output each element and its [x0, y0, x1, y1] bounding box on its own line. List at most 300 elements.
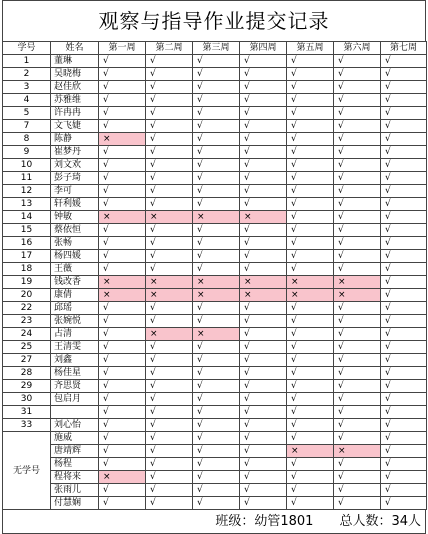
week-cell-submitted: √ [193, 263, 240, 276]
week-cell-submitted: √ [193, 133, 240, 146]
record-table-body [3, 55, 427, 510]
week-cell-submitted: √ [99, 263, 146, 276]
week-cell-submitted: √ [99, 354, 146, 367]
week-cell-submitted: √ [99, 172, 146, 185]
week-cell-submitted: √ [334, 107, 381, 120]
week-cell-submitted: √ [146, 81, 193, 94]
week-cell-submitted: √ [334, 146, 381, 159]
table-row [3, 185, 427, 198]
week-cell-submitted: √ [99, 250, 146, 263]
week-cell-missing: × [99, 289, 146, 302]
table-row [3, 471, 427, 484]
student-id: 5 [3, 107, 51, 120]
table-row [3, 276, 427, 289]
record-sheet [2, 0, 426, 534]
week-cell-submitted: √ [146, 263, 193, 276]
week-cell-submitted: √ [146, 68, 193, 81]
week-cell-submitted: √ [381, 341, 427, 354]
week-cell-submitted: √ [99, 341, 146, 354]
table-row [3, 68, 427, 81]
week-cell-submitted: √ [381, 211, 427, 224]
week-cell-submitted: √ [334, 471, 381, 484]
week-cell-submitted: √ [381, 172, 427, 185]
week-cell-submitted: √ [193, 302, 240, 315]
week-cell-missing: × [240, 276, 287, 289]
week-cell-submitted: √ [381, 198, 427, 211]
table-row [3, 458, 427, 471]
week-cell-submitted: √ [99, 406, 146, 419]
student-id: 15 [3, 224, 51, 237]
week-cell-submitted: √ [146, 224, 193, 237]
total-count-label: 总人数：34人 [339, 514, 421, 529]
table-row [3, 328, 427, 341]
week-cell-submitted: √ [287, 211, 334, 224]
week-cell-submitted: √ [381, 367, 427, 380]
week-cell-submitted: √ [334, 497, 381, 510]
student-id: 23 [3, 315, 51, 328]
week-cell-submitted: √ [146, 380, 193, 393]
week-cell-submitted: √ [240, 68, 287, 81]
student-name: 刘鑫 [51, 354, 99, 367]
week-cell-submitted: √ [287, 198, 334, 211]
table-row [3, 211, 427, 224]
week-cell-submitted: √ [381, 224, 427, 237]
col-header-week-6: 第六周 [334, 42, 381, 55]
student-name: 钟敏 [51, 211, 99, 224]
week-cell-submitted: √ [146, 133, 193, 146]
week-cell-submitted: √ [146, 354, 193, 367]
week-cell-submitted: √ [240, 406, 287, 419]
student-name: 文飞婕 [51, 120, 99, 133]
week-cell-submitted: √ [334, 380, 381, 393]
week-cell-submitted: √ [146, 458, 193, 471]
week-cell-submitted: √ [193, 81, 240, 94]
week-cell-submitted: √ [381, 315, 427, 328]
week-cell-submitted: √ [381, 458, 427, 471]
week-cell-submitted: √ [334, 55, 381, 68]
student-id: 8 [3, 133, 51, 146]
table-row [3, 224, 427, 237]
week-cell-submitted: √ [287, 380, 334, 393]
week-cell-submitted: √ [287, 94, 334, 107]
week-cell-submitted: √ [146, 419, 193, 432]
student-name: 杨四媛 [51, 250, 99, 263]
week-cell-submitted: √ [240, 432, 287, 445]
student-name: 董琳 [51, 55, 99, 68]
col-header-week-2: 第二周 [146, 42, 193, 55]
week-cell-submitted: √ [99, 497, 146, 510]
week-cell-submitted: √ [287, 68, 334, 81]
week-cell-submitted: √ [240, 198, 287, 211]
week-cell-submitted: √ [381, 289, 427, 302]
week-cell-submitted: √ [146, 250, 193, 263]
week-cell-submitted: √ [146, 406, 193, 419]
week-cell-submitted: √ [381, 55, 427, 68]
week-cell-missing: × [146, 276, 193, 289]
week-cell-submitted: √ [287, 432, 334, 445]
week-cell-submitted: √ [334, 159, 381, 172]
week-cell-submitted: √ [287, 172, 334, 185]
week-cell-submitted: √ [334, 406, 381, 419]
student-id: 24 [3, 328, 51, 341]
week-cell-submitted: √ [146, 94, 193, 107]
week-cell-submitted: √ [381, 419, 427, 432]
week-cell-submitted: √ [193, 94, 240, 107]
sheet-title: 观察与指导作业提交记录 [2, 0, 426, 41]
student-id: 28 [3, 367, 51, 380]
week-cell-submitted: √ [240, 315, 287, 328]
week-cell-submitted: √ [99, 94, 146, 107]
week-cell-submitted: √ [99, 393, 146, 406]
week-cell-submitted: √ [381, 380, 427, 393]
week-cell-submitted: √ [381, 276, 427, 289]
week-cell-submitted: √ [240, 445, 287, 458]
col-header-week-3: 第三周 [193, 42, 240, 55]
week-cell-submitted: √ [240, 302, 287, 315]
week-cell-submitted: √ [287, 341, 334, 354]
week-cell-submitted: √ [287, 484, 334, 497]
week-cell-submitted: √ [334, 315, 381, 328]
week-cell-submitted: √ [146, 159, 193, 172]
week-cell-submitted: √ [240, 484, 287, 497]
week-cell-submitted: √ [287, 419, 334, 432]
table-row [3, 393, 427, 406]
week-cell-submitted: √ [146, 367, 193, 380]
week-cell-submitted: √ [240, 185, 287, 198]
week-cell-missing: × [334, 445, 381, 458]
week-cell-submitted: √ [146, 471, 193, 484]
week-cell-submitted: √ [193, 471, 240, 484]
week-cell-submitted: √ [193, 432, 240, 445]
student-name: 蔡依恒 [51, 224, 99, 237]
week-cell-submitted: √ [334, 250, 381, 263]
week-cell-submitted: √ [334, 263, 381, 276]
week-cell-submitted: √ [287, 354, 334, 367]
week-cell-submitted: √ [99, 81, 146, 94]
week-cell-submitted: √ [193, 341, 240, 354]
week-cell-submitted: √ [381, 432, 427, 445]
week-cell-submitted: √ [287, 367, 334, 380]
table-row [3, 432, 427, 445]
week-cell-submitted: √ [287, 393, 334, 406]
week-cell-submitted: √ [99, 237, 146, 250]
week-cell-submitted: √ [240, 341, 287, 354]
week-cell-missing: × [146, 211, 193, 224]
no-id-group-label: 无学号 [3, 432, 51, 510]
student-name [51, 406, 99, 419]
col-header-week-1: 第一周 [99, 42, 146, 55]
week-cell-submitted: √ [381, 354, 427, 367]
week-cell-submitted: √ [146, 341, 193, 354]
week-cell-submitted: √ [287, 81, 334, 94]
week-cell-submitted: √ [334, 133, 381, 146]
week-cell-submitted: √ [193, 445, 240, 458]
student-name: 李可 [51, 185, 99, 198]
week-cell-submitted: √ [287, 471, 334, 484]
student-name: 邱瑶 [51, 302, 99, 315]
week-cell-submitted: √ [99, 146, 146, 159]
week-cell-submitted: √ [381, 484, 427, 497]
student-name: 包启月 [51, 393, 99, 406]
week-cell-submitted: √ [99, 419, 146, 432]
student-id: 3 [3, 81, 51, 94]
student-name: 苏雅维 [51, 94, 99, 107]
week-cell-submitted: √ [334, 237, 381, 250]
week-cell-submitted: √ [99, 302, 146, 315]
week-cell-submitted: √ [381, 406, 427, 419]
week-cell-submitted: √ [146, 120, 193, 133]
week-cell-submitted: √ [193, 367, 240, 380]
col-header-name: 姓名 [51, 42, 99, 55]
week-cell-submitted: √ [193, 55, 240, 68]
week-cell-missing: × [99, 211, 146, 224]
week-cell-submitted: √ [287, 55, 334, 68]
week-cell-submitted: √ [193, 159, 240, 172]
week-cell-submitted: √ [240, 55, 287, 68]
col-header-week-7: 第七周 [381, 42, 427, 55]
week-cell-missing: × [99, 276, 146, 289]
week-cell-submitted: √ [287, 497, 334, 510]
week-cell-submitted: √ [381, 328, 427, 341]
week-cell-submitted: √ [287, 263, 334, 276]
student-name: 钱改香 [51, 276, 99, 289]
week-cell-submitted: √ [99, 458, 146, 471]
week-cell-submitted: √ [287, 237, 334, 250]
table-row [3, 302, 427, 315]
week-cell-submitted: √ [240, 263, 287, 276]
student-id: 20 [3, 289, 51, 302]
week-cell-submitted: √ [99, 159, 146, 172]
week-cell-submitted: √ [99, 315, 146, 328]
student-name: 王薇 [51, 263, 99, 276]
week-cell-submitted: √ [146, 484, 193, 497]
week-cell-missing: × [146, 328, 193, 341]
week-cell-submitted: √ [99, 198, 146, 211]
student-name: 康倩 [51, 289, 99, 302]
week-cell-submitted: √ [334, 328, 381, 341]
table-row [3, 146, 427, 159]
week-cell-submitted: √ [193, 120, 240, 133]
week-cell-submitted: √ [287, 185, 334, 198]
week-cell-submitted: √ [240, 146, 287, 159]
week-cell-submitted: √ [381, 146, 427, 159]
week-cell-submitted: √ [193, 237, 240, 250]
week-cell-submitted: √ [99, 484, 146, 497]
week-cell-submitted: √ [99, 224, 146, 237]
week-cell-submitted: √ [381, 263, 427, 276]
week-cell-submitted: √ [146, 497, 193, 510]
table-row [3, 289, 427, 302]
week-cell-submitted: √ [193, 315, 240, 328]
week-cell-submitted: √ [99, 68, 146, 81]
week-cell-submitted: √ [99, 55, 146, 68]
week-cell-submitted: √ [146, 315, 193, 328]
student-id: 27 [3, 354, 51, 367]
table-row [3, 341, 427, 354]
week-cell-submitted: √ [381, 107, 427, 120]
student-id: 12 [3, 185, 51, 198]
week-cell-submitted: √ [287, 328, 334, 341]
student-name: 张畅 [51, 237, 99, 250]
col-header-id: 学号 [3, 42, 51, 55]
record-table [2, 41, 427, 510]
week-cell-submitted: √ [381, 133, 427, 146]
week-cell-submitted: √ [99, 445, 146, 458]
col-header-week-5: 第五周 [287, 42, 334, 55]
week-cell-submitted: √ [146, 302, 193, 315]
week-cell-missing: × [334, 276, 381, 289]
student-id: 16 [3, 237, 51, 250]
student-name: 杨佳星 [51, 367, 99, 380]
student-id: 18 [3, 263, 51, 276]
week-cell-submitted: √ [381, 471, 427, 484]
student-id: 29 [3, 380, 51, 393]
week-cell-submitted: √ [287, 107, 334, 120]
week-cell-submitted: √ [240, 497, 287, 510]
week-cell-submitted: √ [381, 445, 427, 458]
week-cell-submitted: √ [334, 458, 381, 471]
table-row [3, 133, 427, 146]
week-cell-submitted: √ [240, 172, 287, 185]
week-cell-submitted: √ [99, 380, 146, 393]
table-row [3, 380, 427, 393]
week-cell-submitted: √ [240, 380, 287, 393]
week-cell-submitted: √ [193, 458, 240, 471]
week-cell-submitted: √ [287, 458, 334, 471]
week-cell-submitted: √ [240, 94, 287, 107]
week-cell-missing: × [193, 328, 240, 341]
week-cell-submitted: √ [334, 393, 381, 406]
week-cell-submitted: √ [381, 302, 427, 315]
week-cell-submitted: √ [334, 172, 381, 185]
week-cell-submitted: √ [193, 419, 240, 432]
week-cell-submitted: √ [287, 315, 334, 328]
student-name: 王清雯 [51, 341, 99, 354]
table-row [3, 419, 427, 432]
week-cell-submitted: √ [287, 250, 334, 263]
student-name: 杨程 [51, 458, 99, 471]
week-cell-submitted: √ [146, 393, 193, 406]
table-row [3, 159, 427, 172]
student-name: 许冉冉 [51, 107, 99, 120]
week-cell-submitted: √ [193, 146, 240, 159]
week-cell-submitted: √ [146, 237, 193, 250]
week-cell-submitted: √ [287, 133, 334, 146]
table-row [3, 445, 427, 458]
week-cell-submitted: √ [334, 120, 381, 133]
week-cell-submitted: √ [193, 484, 240, 497]
student-id: 31 [3, 406, 51, 419]
student-name: 占清 [51, 328, 99, 341]
week-cell-submitted: √ [334, 211, 381, 224]
class-label: 班级：幼管1801 [215, 514, 314, 529]
student-name: 程将来 [51, 471, 99, 484]
week-cell-submitted: √ [193, 354, 240, 367]
week-cell-submitted: √ [287, 224, 334, 237]
student-name: 轩利媛 [51, 198, 99, 211]
student-name: 赵佳欣 [51, 81, 99, 94]
week-cell-submitted: √ [240, 159, 287, 172]
student-name: 齐思贤 [51, 380, 99, 393]
week-cell-submitted: √ [240, 367, 287, 380]
week-cell-submitted: √ [381, 120, 427, 133]
week-cell-missing: × [193, 276, 240, 289]
week-cell-submitted: √ [381, 159, 427, 172]
week-cell-missing: × [334, 289, 381, 302]
student-name: 崔梦丹 [51, 146, 99, 159]
week-cell-submitted: √ [381, 237, 427, 250]
week-cell-submitted: √ [381, 81, 427, 94]
week-cell-submitted: √ [193, 198, 240, 211]
week-cell-missing: × [193, 211, 240, 224]
week-cell-submitted: √ [193, 172, 240, 185]
week-cell-submitted: √ [193, 406, 240, 419]
table-row [3, 81, 427, 94]
week-cell-submitted: √ [334, 94, 381, 107]
week-cell-submitted: √ [240, 393, 287, 406]
week-cell-submitted: √ [240, 224, 287, 237]
week-cell-submitted: √ [146, 107, 193, 120]
student-id: 4 [3, 94, 51, 107]
table-row [3, 367, 427, 380]
week-cell-missing: × [146, 289, 193, 302]
table-row [3, 250, 427, 263]
week-cell-submitted: √ [381, 185, 427, 198]
week-cell-submitted: √ [146, 146, 193, 159]
student-name: 刘文欢 [51, 159, 99, 172]
student-id: 30 [3, 393, 51, 406]
header-row [3, 42, 427, 55]
student-id: 33 [3, 419, 51, 432]
student-name: 张雨儿 [51, 484, 99, 497]
week-cell-submitted: √ [334, 354, 381, 367]
week-cell-submitted: √ [99, 185, 146, 198]
week-cell-submitted: √ [240, 458, 287, 471]
week-cell-submitted: √ [240, 120, 287, 133]
week-cell-submitted: √ [287, 120, 334, 133]
week-cell-missing: × [287, 276, 334, 289]
week-cell-submitted: √ [334, 341, 381, 354]
table-row [3, 172, 427, 185]
week-cell-submitted: √ [334, 224, 381, 237]
week-cell-submitted: √ [240, 471, 287, 484]
week-cell-submitted: √ [240, 419, 287, 432]
student-id: 2 [3, 68, 51, 81]
student-name: 张婉悦 [51, 315, 99, 328]
week-cell-missing: × [99, 471, 146, 484]
week-cell-submitted: √ [287, 146, 334, 159]
student-id: 19 [3, 276, 51, 289]
week-cell-submitted: √ [146, 55, 193, 68]
week-cell-submitted: √ [193, 185, 240, 198]
week-cell-submitted: √ [381, 393, 427, 406]
table-row [3, 497, 427, 510]
footer [2, 510, 426, 534]
student-name: 付慧娴 [51, 497, 99, 510]
table-row [3, 354, 427, 367]
week-cell-missing: × [240, 211, 287, 224]
week-cell-submitted: √ [146, 185, 193, 198]
table-row [3, 406, 427, 419]
week-cell-submitted: √ [240, 133, 287, 146]
week-cell-submitted: √ [193, 107, 240, 120]
week-cell-submitted: √ [334, 198, 381, 211]
week-cell-submitted: √ [193, 250, 240, 263]
week-cell-submitted: √ [287, 406, 334, 419]
student-name: 刘心怡 [51, 419, 99, 432]
week-cell-submitted: √ [99, 328, 146, 341]
table-row [3, 107, 427, 120]
